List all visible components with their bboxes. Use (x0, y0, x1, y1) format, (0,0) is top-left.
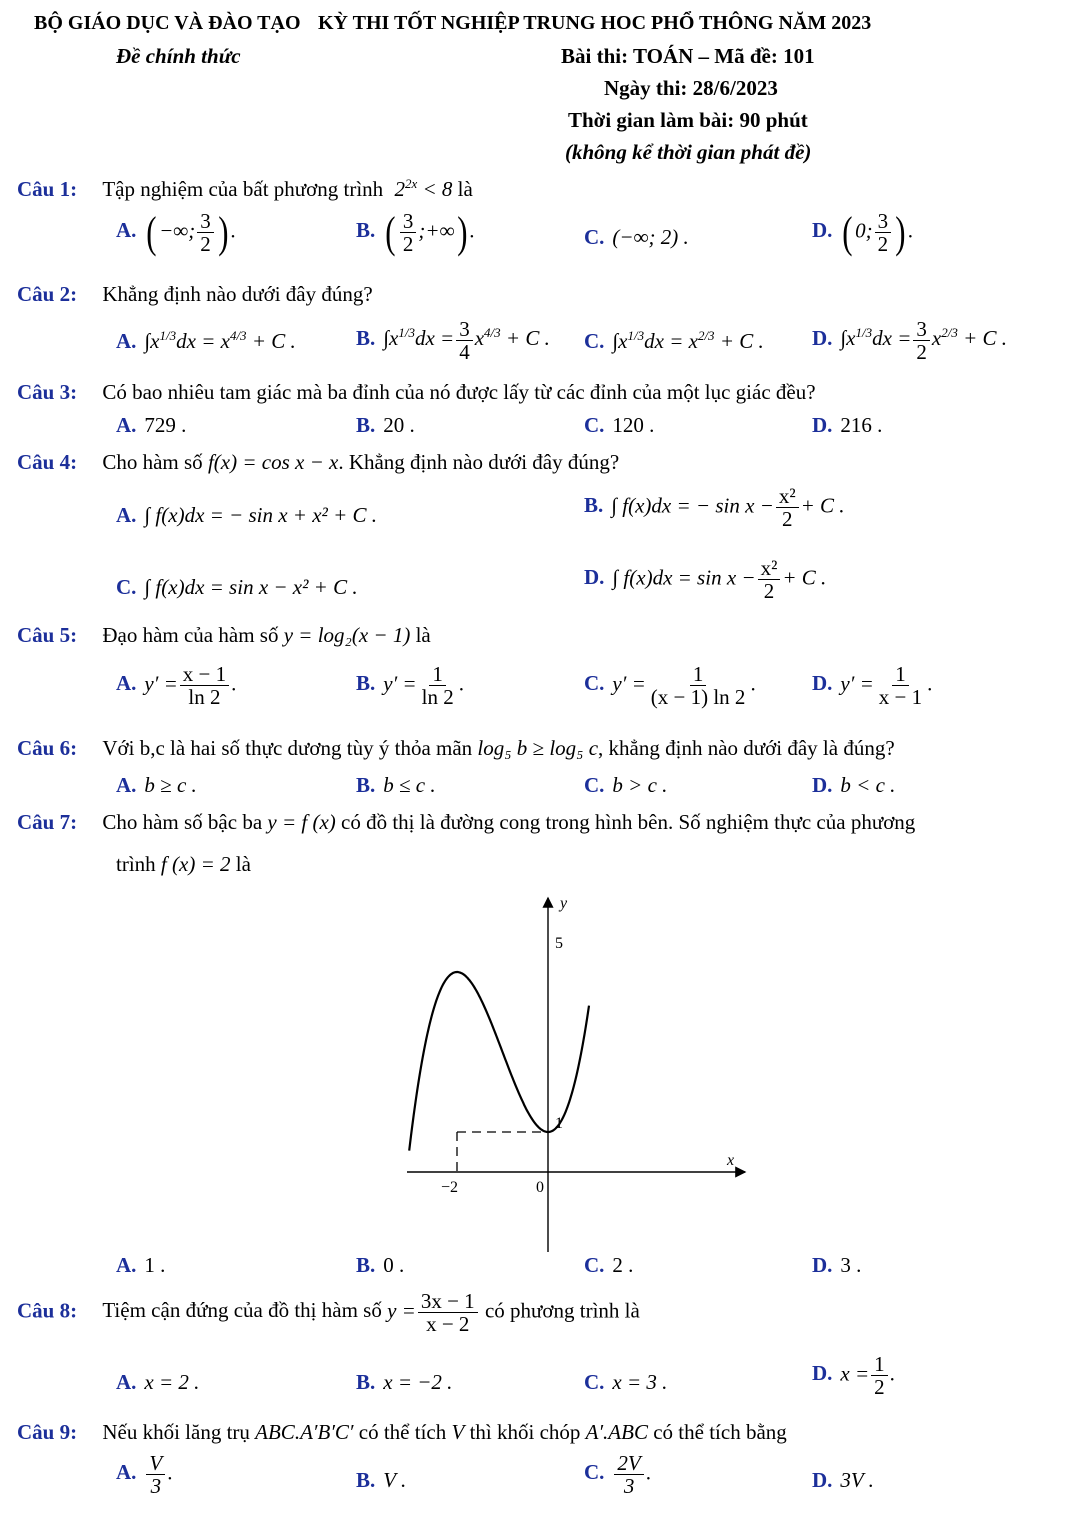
q7-option-d[interactable]: D. 3 . (812, 1253, 862, 1277)
q9-option-b[interactable]: B. V . (356, 1468, 407, 1492)
q4-option-b[interactable]: B. ∫ f(x)dx = − sin x − $\frac{\text{x²}}{2}$ + C . (584, 484, 845, 532)
q7-option-a[interactable]: A. 1 . (116, 1253, 166, 1277)
q7-option-c[interactable]: C. 2 . (584, 1253, 634, 1277)
q6-option-c[interactable]: C. b > c . (584, 773, 668, 797)
q4-option-a[interactable]: A. ∫ f(x)dx = − sin x + x² + C . (116, 503, 378, 527)
q5-option-a[interactable]: A. y′ = $\frac{x - 1}{\ln 2}$ . (116, 662, 237, 710)
question-label: Câu 7: (17, 810, 78, 834)
official-label: Đề chính thức (116, 44, 241, 68)
q5-option-c[interactable]: C. y′ = $\frac{1}{(x - 1) \ln 2}$ . (584, 662, 756, 710)
q2-option-b[interactable]: B. $\int x^{1/3}dx$ = $\frac{3}{4}$ $x^{4/3} + C$ . (356, 317, 550, 365)
question-1 (17, 176, 473, 202)
q9-option-a[interactable]: A. $\frac{V}{3}$ . (116, 1451, 173, 1499)
exam-title: KỲ THI TỐT NGHIỆP TRUNG HOC PHỔ THÔNG NĂM 2023 (318, 12, 872, 34)
question-5: Câu 5: Đạo hàm của hàm số y = log₂(x − 1) là (17, 623, 431, 647)
question-7-line2: trình f (x) = 2 là (116, 852, 251, 876)
x-tick-0: 0 (536, 1179, 544, 1196)
q2-option-c[interactable]: C. $\int x^{1/3}dx = x^{2/3} + C$ . (584, 328, 764, 353)
question-stem: Đạo hàm của hàm số (102, 623, 279, 647)
question-label: Câu 1: (17, 177, 78, 201)
q8-option-d[interactable]: D. x = $\frac{1}{2}$ . (812, 1352, 895, 1400)
question-9: Câu 9: Nếu khối lăng trụ ABC.A′B′C′ có thể tích V thì khối chóp A′.ABC có thể tích bằng (17, 1420, 787, 1444)
question-label: Câu 9: (17, 1420, 78, 1444)
question-stem: Tiệm cận đứng của đồ thị hàm số (102, 1298, 382, 1323)
q4-option-c[interactable]: C. ∫ f(x)dx = sin x − x² + C . (116, 575, 358, 599)
question-stem: Với b,c là hai số thực dương tùy ý thỏa mãn (102, 736, 473, 760)
y-axis-label: y (560, 895, 568, 912)
question-3 (17, 380, 816, 405)
q6-option-b[interactable]: B. b ≤ c . (356, 773, 436, 797)
cubic-graph (405, 890, 750, 1255)
q4-option-d[interactable]: D. ∫ f(x)dx = sin x − $\frac{\text{x²}}{2}$ + C . (584, 556, 827, 604)
question-7: Câu 7: Cho hàm số bậc ba y = f (x) có đồ thị là đường cong trong hình bên. Số nghiệm thực của phương (17, 810, 916, 834)
q8-option-c[interactable]: C. x = 3 . (584, 1370, 668, 1394)
q3-option-a[interactable]: A. 729 . (116, 413, 187, 437)
question-label: Câu 5: (17, 623, 78, 647)
duration-note: (không kể thời gian phát đề) (565, 140, 812, 164)
question-label: Câu 6: (17, 736, 78, 760)
question-label: Câu 2: (17, 282, 78, 306)
q1-option-d[interactable]: D. ( 0; $\frac{3}{2}$ ) . (812, 207, 913, 257)
question-8: Câu 8: Tiệm cận đứng của đồ thị hàm số y = $\frac{3x - 1}{x - 2}$ có phương trình là (17, 1289, 640, 1337)
q2-option-d[interactable]: D. $\int x^{1/3}dx$ = $\frac{3}{2}$ $x^{2/3} + C$ . (812, 317, 1008, 365)
question-stem: Nếu khối lăng trụ (102, 1420, 250, 1444)
question-4: Câu 4: Cho hàm số f(x) = cos x − x. Khẳng định nào dưới đây đúng? (17, 450, 620, 474)
exam-duration: Thời gian làm bài: 90 phút (568, 108, 808, 132)
x-axis-label: x (727, 1152, 735, 1169)
q1-option-a[interactable]: A. ( −∞; $\frac{3}{2}$ ) . (116, 207, 236, 257)
q9-option-d[interactable]: D. 3V . (812, 1468, 874, 1492)
q6-option-a[interactable]: A. b ≥ c . (116, 773, 197, 797)
question-stem: Khẳng định nào dưới đây đúng? (102, 282, 373, 306)
question-label: Câu 4: (17, 450, 78, 474)
y-tick-5: 5 (555, 935, 563, 952)
subject-line: Bài thi: TOÁN – Mã đề: 101 (561, 44, 815, 68)
x-tick-minus-2: −2 (441, 1179, 459, 1196)
q8-option-a[interactable]: A. x = 2 . (116, 1370, 200, 1394)
question-stem: Cho hàm số (102, 450, 203, 474)
question-stem: Có bao nhiêu tam giác mà ba đỉnh của nó được lấy từ các đỉnh của một lục giác đều? (102, 380, 816, 404)
ministry-name: BỘ GIÁO DỤC VÀ ĐÀO TẠO (34, 12, 301, 34)
q3-option-d[interactable]: D. 216 . (812, 413, 883, 437)
q9-option-c[interactable]: C. $\frac{2V}{3}$ . (584, 1451, 651, 1499)
q5-option-b[interactable]: B. y′ = $\frac{1}{\ln 2}$ . (356, 662, 464, 710)
question-stem: Cho hàm số bậc ba (102, 810, 263, 834)
q7-option-b[interactable]: B. 0 . (356, 1253, 405, 1277)
question-label: Câu 3: (17, 380, 78, 404)
question-6: Câu 6: Với b,c là hai số thực dương tùy ý thỏa mãn log₅ b ≥ log₅ c, khẳng định nào dưới đây là đúng? (17, 736, 895, 760)
q2-option-a[interactable]: A. $\int x^{1/3}dx = x^{4/3} + C$ . (116, 328, 296, 353)
inequality: $2^{2x} < 8$ (394, 176, 453, 201)
exam-date: Ngày thi: 28/6/2023 (604, 76, 778, 100)
q5-option-d[interactable]: D. y′ = $\frac{1}{x - 1}$ . (812, 662, 933, 710)
question-stem: Tập nghiệm của bất phương trình (102, 177, 384, 201)
question-stem-tail: là (457, 177, 473, 201)
q8-option-b[interactable]: B. x = −2 . (356, 1370, 453, 1394)
q3-option-b[interactable]: B. 20 . (356, 413, 415, 437)
q1-option-b[interactable]: B. ( $\frac{3}{2}$ ;+∞) . (356, 207, 475, 257)
q1-option-c[interactable]: C. (−∞; 2) . (584, 225, 689, 249)
q3-option-c[interactable]: C. 120 . (584, 413, 655, 437)
question-label: Câu 8: (17, 1298, 78, 1323)
y-tick-1: 1 (555, 1115, 563, 1132)
question-2 (17, 282, 373, 307)
q6-option-d[interactable]: D. b < c . (812, 773, 896, 797)
